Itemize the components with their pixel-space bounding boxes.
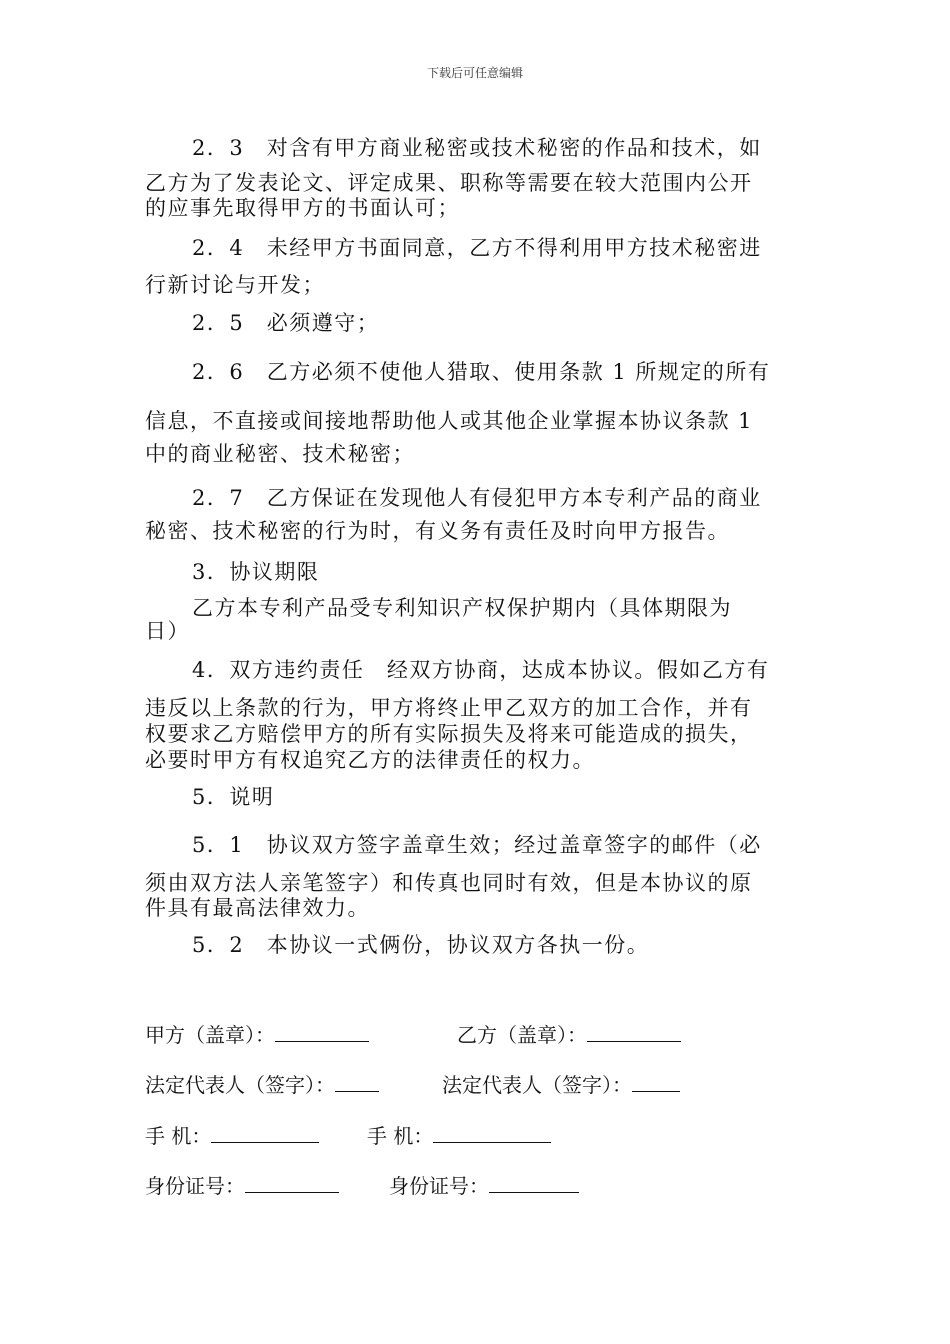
clause-5-1-line-2: 须由双方法人亲笔签字）和传真也同时有效，但是本协议的原 [145, 871, 753, 895]
section-3-body [145, 594, 810, 646]
clause-2-4-line-2: 行新讨论与开发； [145, 273, 325, 297]
clause-2-5 [145, 309, 810, 338]
section-3-title [145, 558, 810, 587]
id-b-label: 身份证号： [389, 1174, 489, 1198]
clause-2-3-line-1: 2．3 对含有甲方商业秘密或技术秘密的作品和技术，如 [192, 136, 762, 160]
section-5-title-line: 5．说明 [192, 785, 275, 809]
page-header-note: 下载后可任意编辑 [426, 66, 523, 80]
id-a-label: 身份证号： [145, 1174, 245, 1198]
id-b [389, 1170, 579, 1199]
section-4-line-4: 必要时甲方有权追究乙方的法律责任的权力。 [145, 748, 595, 772]
legal-rep-b-blank[interactable] [632, 1073, 680, 1092]
party-b-seal-label: 乙方（盖章）： [457, 1023, 587, 1047]
clause-5-2-line-1: 5．2 本协议一式俩份，协议双方各执一份。 [192, 933, 650, 957]
clause-2-7-line-1: 2．7 乙方保证在发现他人有侵犯甲方本专利产品的商业 [192, 486, 762, 510]
clause-2-6-line-3: 中的商业秘密、技术秘密； [145, 442, 415, 466]
phone-a-label: 手 机： [145, 1124, 212, 1148]
section-4-line-1: 4．双方违约责任 经双方协商，达成本协议。假如乙方有 [192, 658, 770, 682]
id-a-blank[interactable] [245, 1174, 339, 1193]
party-a-seal-blank[interactable] [275, 1023, 369, 1042]
clause-5-1-line-3: 件具有最高法律效力。 [145, 896, 370, 920]
clause-2-7-line-2: 秘密、技术秘密的行为时，有义务有责任及时向甲方报告。 [145, 519, 730, 543]
party-a-seal [145, 1019, 369, 1048]
clause-2-6-line-1: 2．6 乙方必须不使他人猎取、使用条款 1 所规定的所有 [192, 360, 771, 384]
clause-2-3-line-3: 的应事先取得甲方的书面认可； [145, 196, 460, 220]
clause-2-3 [145, 134, 810, 223]
clause-2-6-line-2: 信息，不直接或间接地帮助他人或其他企业掌握本协议条款 1 [145, 409, 754, 433]
section-4-line-3: 权要求乙方赔偿甲方的所有实际损失及将来可能造成的损失， [145, 722, 753, 746]
section-3-body-line-2: 日） [145, 619, 190, 643]
phone-a-blank[interactable] [211, 1124, 319, 1143]
legal-rep-a [145, 1069, 379, 1098]
party-a-seal-label: 甲方（盖章）： [145, 1023, 275, 1047]
section-5-title [145, 783, 810, 812]
id-a [145, 1170, 339, 1199]
section-4-line-2: 违反以上条款的行为，甲方将终止甲乙双方的加工合作，并有 [145, 696, 753, 720]
clause-5-1-line-1: 5．1 协议双方签字盖章生效；经过盖章签字的邮件（必 [192, 833, 762, 857]
clause-2-3-line-2: 乙方为了发表论文、评定成果、职称等需要在较大范围内公开 [145, 171, 753, 195]
party-b-seal-blank[interactable] [587, 1023, 681, 1042]
clause-5-2 [145, 931, 810, 960]
clause-2-7 [145, 484, 810, 546]
phone-b-label: 手 机： [367, 1124, 434, 1148]
legal-rep-a-label: 法定代表人（签字）： [145, 1073, 335, 1097]
section-3-body-line-1: 乙方本专利产品受专利知识产权保护期内（具体期限为 [192, 596, 732, 620]
clause-2-4-line-1: 2．4 未经甲方书面同意，乙方不得利用甲方技术秘密进 [192, 236, 762, 260]
legal-rep-b-label: 法定代表人（签字）： [442, 1073, 632, 1097]
legal-rep-b [442, 1069, 680, 1098]
clause-2-4 [145, 234, 810, 300]
phone-a [145, 1120, 319, 1149]
clause-2-5-line-1: 2．5 必须遵守； [192, 311, 380, 335]
phone-b [367, 1120, 551, 1149]
clause-5-1 [145, 831, 810, 923]
section-4 [145, 656, 810, 775]
section-3-title-line: 3．协议期限 [192, 560, 320, 584]
party-b-seal [457, 1019, 681, 1048]
legal-rep-a-blank[interactable] [335, 1073, 379, 1092]
phone-b-blank[interactable] [433, 1124, 551, 1143]
id-b-blank[interactable] [489, 1174, 579, 1193]
clause-2-6 [145, 358, 810, 469]
